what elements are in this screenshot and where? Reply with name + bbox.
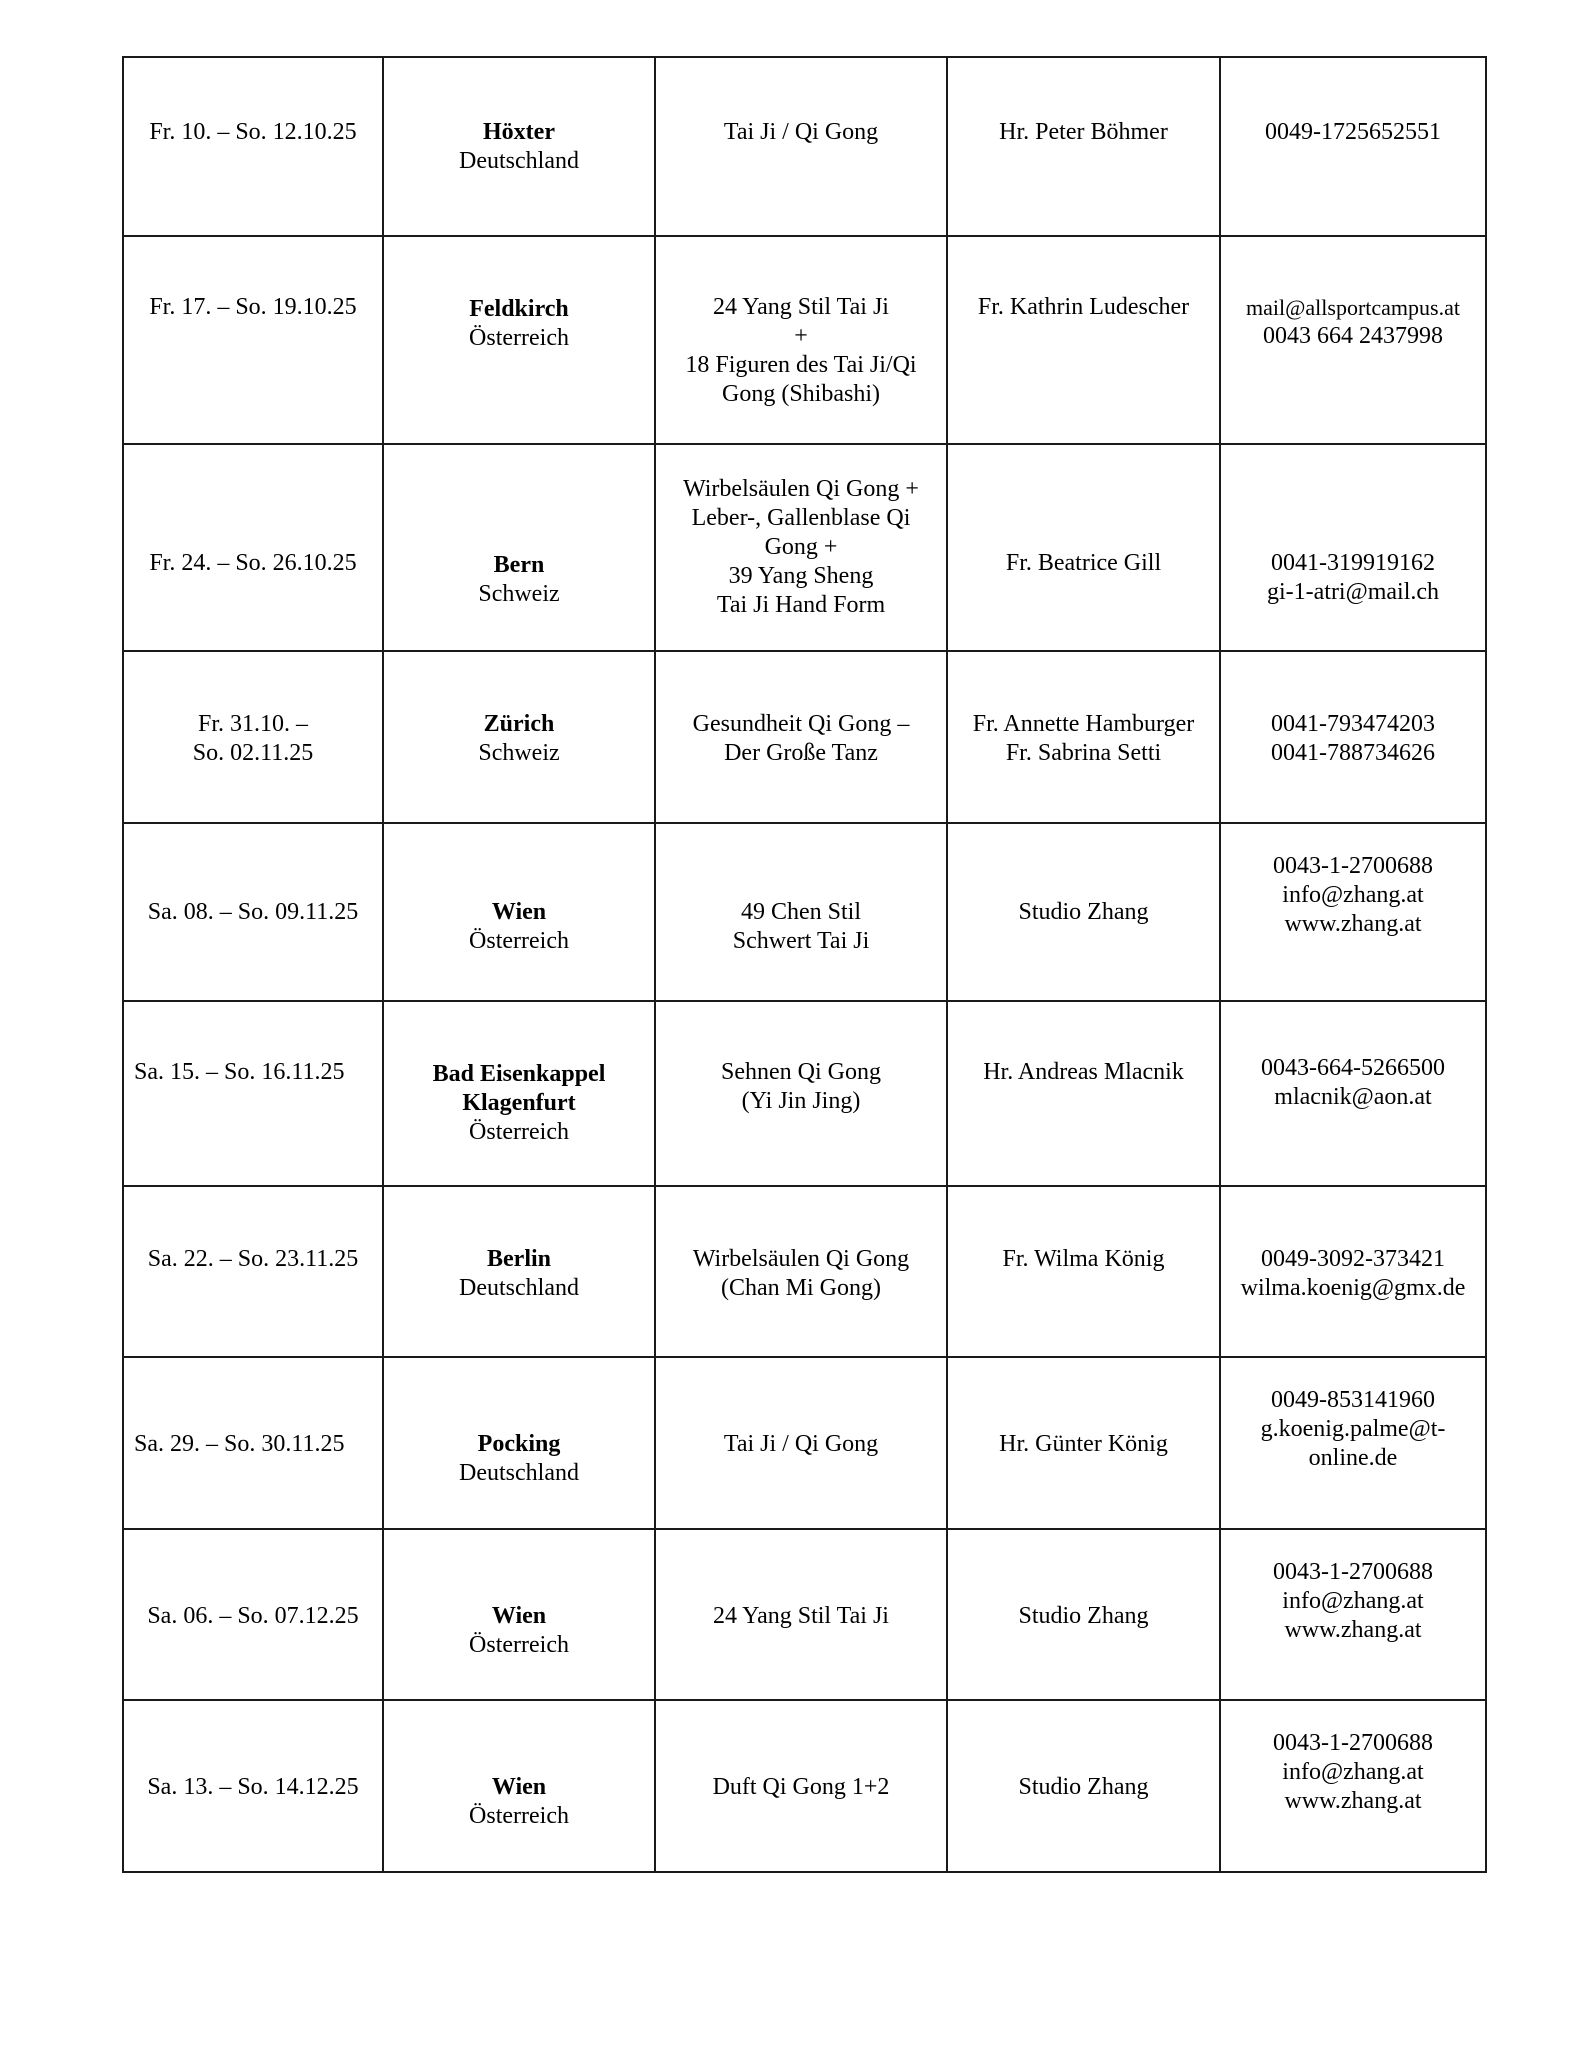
table-row bbox=[123, 1001, 1486, 1186]
location-cell bbox=[383, 651, 655, 823]
contact-line: online.de bbox=[1308, 1445, 1398, 1471]
course-line: Gong + bbox=[764, 534, 838, 560]
contact-line: info@zhang.at bbox=[1282, 1759, 1424, 1785]
leader-cell bbox=[947, 1001, 1220, 1186]
date-line: Sa. 13. – So. 14.12.25 bbox=[147, 1774, 359, 1800]
contact-line: www.zhang.at bbox=[1284, 1617, 1422, 1643]
course-line: Duft Qi Gong 1+2 bbox=[712, 1774, 890, 1800]
course-line: Leber-, Gallenblase Qi bbox=[691, 505, 911, 531]
country-name: Österreich bbox=[469, 1632, 569, 1658]
leader-cell bbox=[947, 57, 1220, 236]
leader-cell bbox=[947, 236, 1220, 444]
country-name: Österreich bbox=[469, 1803, 569, 1829]
course-cell bbox=[655, 236, 947, 444]
country-name: Schweiz bbox=[478, 740, 560, 766]
country-name: Österreich bbox=[469, 1119, 569, 1145]
location-cell bbox=[383, 1001, 655, 1186]
contact-line: 0043-664-5266500 bbox=[1261, 1055, 1445, 1081]
location-cell bbox=[383, 1529, 655, 1700]
course-cell bbox=[655, 1001, 947, 1186]
date-line: So. 02.11.25 bbox=[192, 740, 314, 766]
city-name: Wien bbox=[491, 1774, 547, 1800]
contact-cell bbox=[1220, 57, 1486, 236]
city-name: Wien bbox=[491, 899, 547, 925]
contact-cell bbox=[1220, 1357, 1486, 1529]
seminar-schedule-table bbox=[122, 56, 1487, 1873]
leader-line: Hr. Andreas Mlacnik bbox=[983, 1059, 1184, 1085]
contact-line: 0049-3092-373421 bbox=[1261, 1246, 1445, 1272]
course-line: (Yi Jin Jing) bbox=[741, 1088, 861, 1114]
contact-cell bbox=[1220, 651, 1486, 823]
date-line: Sa. 29. – So. 30.11.25 bbox=[134, 1431, 345, 1457]
course-line: + bbox=[794, 323, 808, 349]
date-line: Fr. 24. – So. 26.10.25 bbox=[149, 550, 357, 576]
city-name: Feldkirch bbox=[469, 296, 569, 322]
leader-line: Hr. Günter König bbox=[999, 1431, 1168, 1457]
date-cell bbox=[123, 1186, 383, 1357]
table-row bbox=[123, 236, 1486, 444]
contact-line: 0049-853141960 bbox=[1271, 1387, 1435, 1413]
leader-cell bbox=[947, 1529, 1220, 1700]
leader-cell bbox=[947, 444, 1220, 651]
country-name: Österreich bbox=[469, 928, 569, 954]
course-cell bbox=[655, 1700, 947, 1872]
location-cell bbox=[383, 236, 655, 444]
date-line: Sa. 15. – So. 16.11.25 bbox=[134, 1059, 345, 1085]
contact-line: www.zhang.at bbox=[1284, 911, 1422, 937]
course-line: 24 Yang Stil Tai Ji bbox=[713, 1603, 889, 1629]
contact-cell bbox=[1220, 1186, 1486, 1357]
leader-line: Fr. Kathrin Ludescher bbox=[977, 294, 1190, 320]
date-cell bbox=[123, 1357, 383, 1529]
date-cell bbox=[123, 651, 383, 823]
course-line: Tai Ji Hand Form bbox=[716, 592, 886, 618]
contact-cell bbox=[1220, 1700, 1486, 1872]
contact-cell bbox=[1220, 823, 1486, 1001]
course-line: Wirbelsäulen Qi Gong + bbox=[683, 476, 919, 502]
date-line: Sa. 08. – So. 09.11.25 bbox=[147, 899, 359, 925]
table-row bbox=[123, 1357, 1486, 1529]
course-line: 24 Yang Stil Tai Ji bbox=[713, 294, 889, 320]
location-cell bbox=[383, 823, 655, 1001]
city-name: Bad Eisenkappel bbox=[432, 1061, 606, 1087]
contact-line: g.koenig.palme@t- bbox=[1260, 1416, 1446, 1442]
course-cell bbox=[655, 1529, 947, 1700]
course-line: Gesundheit Qi Gong – bbox=[692, 711, 910, 737]
course-cell bbox=[655, 1186, 947, 1357]
course-line: Wirbelsäulen Qi Gong bbox=[692, 1246, 910, 1272]
contact-line: info@zhang.at bbox=[1282, 882, 1424, 908]
date-line: Fr. 17. – So. 19.10.25 bbox=[149, 294, 357, 320]
course-line: 49 Chen Stil bbox=[740, 899, 861, 925]
date-line: Sa. 06. – So. 07.12.25 bbox=[147, 1603, 359, 1629]
leader-line: Fr. Beatrice Gill bbox=[1005, 550, 1162, 576]
country-name: Österreich bbox=[469, 325, 569, 351]
contact-line: mail@allsportcampus.at bbox=[1246, 295, 1460, 320]
course-line: Gong (Shibashi) bbox=[722, 381, 880, 407]
contact-line: 0043-1-2700688 bbox=[1273, 1559, 1433, 1585]
course-line: 39 Yang Sheng bbox=[728, 563, 874, 589]
table-row bbox=[123, 651, 1486, 823]
leader-cell bbox=[947, 1357, 1220, 1529]
contact-line: www.zhang.at bbox=[1284, 1788, 1422, 1814]
table-row bbox=[123, 1529, 1486, 1700]
course-cell bbox=[655, 651, 947, 823]
city-name: Pocking bbox=[477, 1431, 561, 1457]
contact-cell bbox=[1220, 1529, 1486, 1700]
date-cell bbox=[123, 1001, 383, 1186]
table-row bbox=[123, 1700, 1486, 1872]
date-cell bbox=[123, 1529, 383, 1700]
course-line: Tai Ji / Qi Gong bbox=[723, 1431, 879, 1457]
table-row bbox=[123, 1186, 1486, 1357]
course-line: 18 Figuren des Tai Ji/Qi bbox=[685, 352, 917, 378]
country-name: Schweiz bbox=[478, 581, 560, 607]
contact-line: mlacnik@aon.at bbox=[1274, 1084, 1432, 1110]
date-line: Fr. 31.10. – bbox=[197, 711, 308, 737]
city-name: Klagenfurt bbox=[462, 1090, 576, 1116]
leader-line: Fr. Annette Hamburger bbox=[972, 711, 1195, 737]
country-name: Deutschland bbox=[459, 1460, 579, 1486]
table-row bbox=[123, 444, 1486, 651]
location-cell bbox=[383, 444, 655, 651]
leader-cell bbox=[947, 651, 1220, 823]
leader-line: Studio Zhang bbox=[1018, 1774, 1149, 1800]
contact-cell bbox=[1220, 236, 1486, 444]
country-name: Deutschland bbox=[459, 1275, 579, 1301]
date-cell bbox=[123, 823, 383, 1001]
table-row bbox=[123, 57, 1486, 236]
contact-line: info@zhang.at bbox=[1282, 1588, 1424, 1614]
location-cell bbox=[383, 57, 655, 236]
city-name: Zürich bbox=[483, 711, 555, 737]
course-cell bbox=[655, 444, 947, 651]
contact-line: 0043-1-2700688 bbox=[1273, 1730, 1433, 1756]
course-cell bbox=[655, 1357, 947, 1529]
course-line: (Chan Mi Gong) bbox=[721, 1275, 881, 1301]
leader-cell bbox=[947, 1700, 1220, 1872]
date-cell bbox=[123, 1700, 383, 1872]
location-cell bbox=[383, 1186, 655, 1357]
contact-line: 0041-788734626 bbox=[1271, 740, 1435, 766]
date-cell bbox=[123, 444, 383, 651]
contact-line: 0043 664 2437998 bbox=[1263, 323, 1443, 349]
contact-cell bbox=[1220, 1001, 1486, 1186]
city-name: Wien bbox=[491, 1603, 547, 1629]
date-line: Sa. 22. – So. 23.11.25 bbox=[147, 1246, 359, 1272]
leader-cell bbox=[947, 1186, 1220, 1357]
course-cell bbox=[655, 57, 947, 236]
leader-cell bbox=[947, 823, 1220, 1001]
schedule-body bbox=[123, 57, 1486, 1872]
contact-line: 0041-319919162 bbox=[1271, 550, 1435, 576]
course-line: Der Große Tanz bbox=[724, 740, 878, 766]
leader-line: Fr. Sabrina Setti bbox=[1005, 740, 1162, 766]
date-cell bbox=[123, 236, 383, 444]
location-cell bbox=[383, 1700, 655, 1872]
contact-line: 0043-1-2700688 bbox=[1273, 853, 1433, 879]
contact-line: 0049-1725652551 bbox=[1265, 119, 1441, 145]
course-line: Schwert Tai Ji bbox=[732, 928, 870, 954]
course-line: Sehnen Qi Gong bbox=[721, 1059, 881, 1085]
course-cell bbox=[655, 823, 947, 1001]
contact-cell bbox=[1220, 444, 1486, 651]
course-line: Tai Ji / Qi Gong bbox=[723, 119, 879, 145]
city-name: Bern bbox=[493, 552, 545, 578]
city-name: Höxter bbox=[483, 119, 555, 145]
leader-line: Studio Zhang bbox=[1018, 899, 1149, 925]
date-line: Fr. 10. – So. 12.10.25 bbox=[149, 119, 357, 145]
contact-line: 0041-793474203 bbox=[1271, 711, 1435, 737]
leader-line: Hr. Peter Böhmer bbox=[999, 119, 1168, 145]
city-name: Berlin bbox=[487, 1246, 551, 1272]
contact-line: wilma.koenig@gmx.de bbox=[1240, 1275, 1466, 1301]
contact-line: gi-1-atri@mail.ch bbox=[1266, 579, 1440, 605]
country-name: Deutschland bbox=[459, 148, 579, 174]
table-row bbox=[123, 823, 1486, 1001]
leader-line: Fr. Wilma König bbox=[1002, 1246, 1165, 1272]
location-cell bbox=[383, 1357, 655, 1529]
leader-line: Studio Zhang bbox=[1018, 1603, 1149, 1629]
date-cell bbox=[123, 57, 383, 236]
